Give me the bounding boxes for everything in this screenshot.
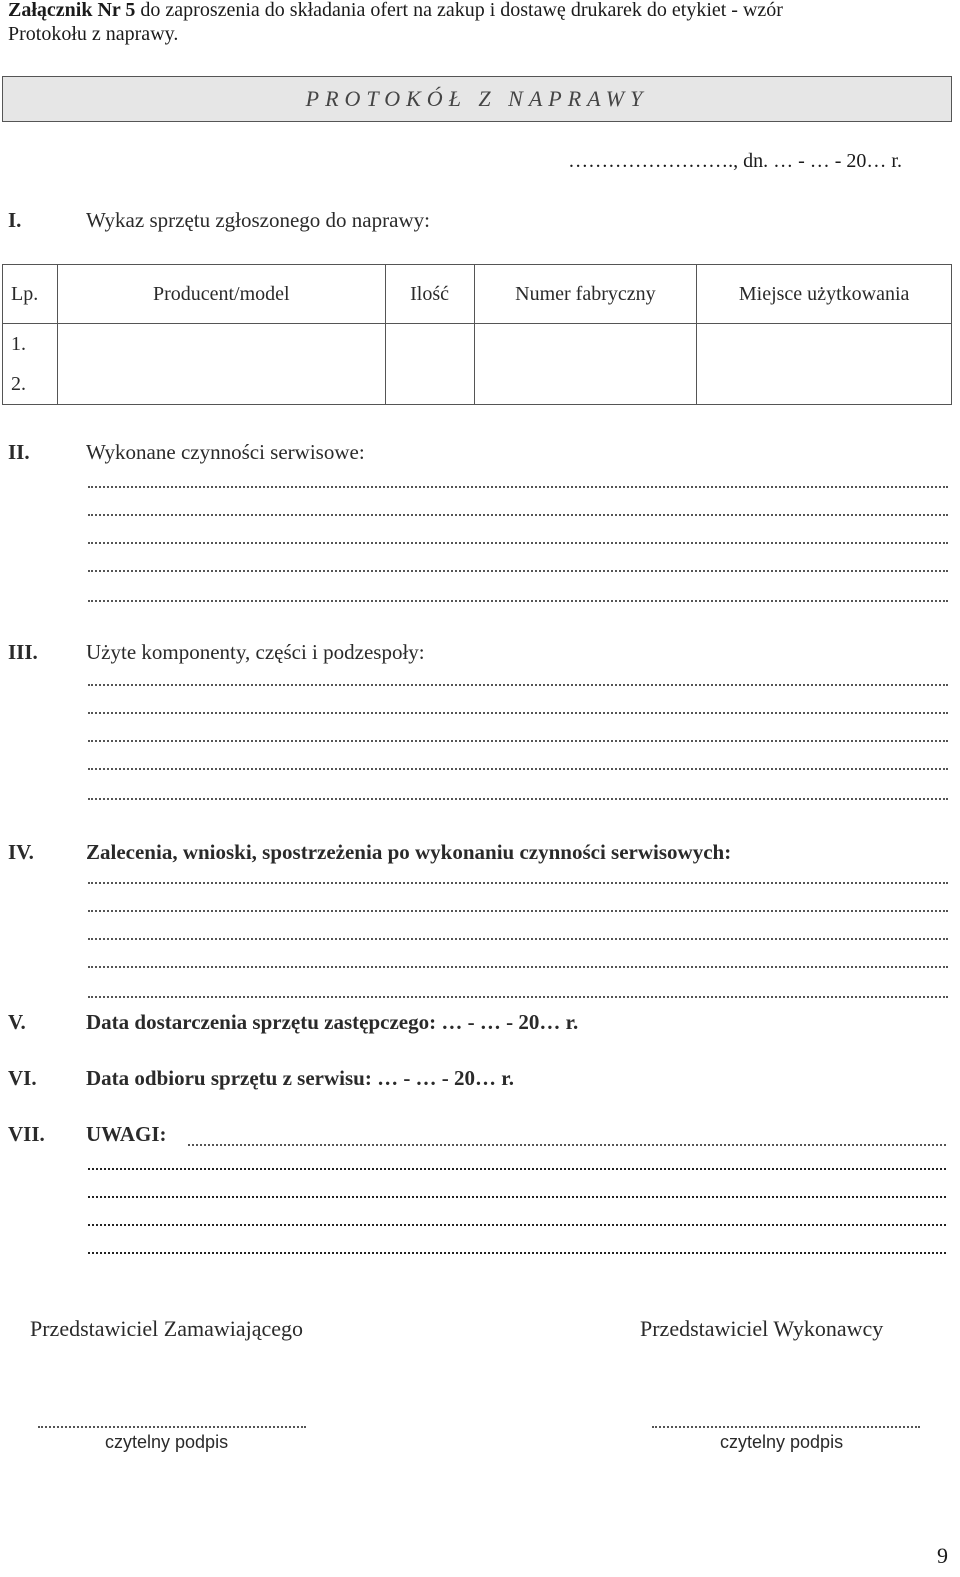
fill-in-line[interactable] <box>88 540 948 544</box>
fill-in-line[interactable] <box>88 766 948 770</box>
fill-in-line[interactable] <box>88 1250 946 1254</box>
header-text-line1: do zaproszenia do składania ofert na zakup i dostawę drukarek do etykiet - wzór <box>135 0 783 21</box>
section-2-heading <box>8 440 365 465</box>
fill-in-line[interactable] <box>88 598 948 602</box>
cell-quantity[interactable] <box>385 324 474 365</box>
cell-quantity[interactable] <box>385 364 474 405</box>
document-title: PROTOKÓŁ Z NAPRAWY <box>305 86 649 111</box>
table-row <box>3 324 952 365</box>
date-line: ……………………., dn. … - … - 20… r. <box>568 150 902 172</box>
contractor-signature-caption: czytelny podpis <box>720 1432 844 1452</box>
attachment-number: Załącznik Nr 5 <box>8 0 136 21</box>
document-header <box>8 0 952 22</box>
fill-in-line[interactable] <box>88 964 948 968</box>
fill-in-line[interactable] <box>88 908 948 912</box>
section-7-number: VII. <box>8 1122 45 1146</box>
fill-in-line[interactable] <box>88 710 948 714</box>
client-signature-caption: czytelny podpis <box>105 1432 229 1452</box>
section-3-heading <box>8 640 425 665</box>
client-representative-label: Przedstawiciel Zamawiającego <box>30 1316 304 1341</box>
section-4-number: IV. <box>8 840 34 864</box>
fill-in-line[interactable] <box>88 568 948 572</box>
cell-location[interactable] <box>697 364 952 405</box>
table-row <box>3 364 952 405</box>
section-6-heading <box>8 1066 514 1091</box>
fill-in-line[interactable] <box>88 936 948 940</box>
section-1-label: Wykaz sprzętu zgłoszonego do naprawy: <box>86 208 430 232</box>
column-header-model: Producent/model <box>57 265 385 324</box>
section-5-heading <box>8 1010 578 1035</box>
row-number: 2. <box>3 364 58 405</box>
column-header-serial: Numer fabryczny <box>474 265 697 324</box>
section-5-label: Data dostarczenia sprzętu zastępczego: … - … - 20… r. <box>86 1010 579 1034</box>
section-3-label: Użyte komponenty, części i podzespoły: <box>86 640 425 664</box>
row-number: 1. <box>3 324 58 365</box>
fill-in-line[interactable] <box>88 1194 946 1198</box>
document-title-box <box>2 76 952 122</box>
header-text-line2: Protokołu z naprawy. <box>8 23 179 45</box>
section-1-heading <box>8 208 430 233</box>
fill-in-line[interactable] <box>88 512 948 516</box>
fill-in-line[interactable] <box>88 880 948 884</box>
section-3-number: III. <box>8 640 38 664</box>
client-signature-line[interactable] <box>38 1424 306 1428</box>
table-header-row <box>3 265 952 324</box>
fill-in-line[interactable] <box>88 796 948 800</box>
contractor-signature-line[interactable] <box>652 1424 920 1428</box>
section-2-label: Wykonane czynności serwisowe: <box>86 440 365 464</box>
cell-serial[interactable] <box>474 324 697 365</box>
page-number: 9 <box>937 1543 948 1568</box>
column-header-quantity: Ilość <box>385 265 474 324</box>
cell-location[interactable] <box>697 324 952 365</box>
section-1-number: I. <box>8 208 22 232</box>
cell-serial[interactable] <box>474 364 697 405</box>
column-header-lp: Lp. <box>3 265 58 324</box>
section-2-number: II. <box>8 440 30 464</box>
fill-in-line[interactable] <box>88 994 948 998</box>
section-4-label: Zalecenia, wnioski, spostrzeżenia po wykonaniu czynności serwisowych: <box>86 840 732 864</box>
section-6-number: VI. <box>8 1066 37 1090</box>
fill-in-line[interactable] <box>88 484 948 488</box>
fill-in-line[interactable] <box>88 1222 946 1226</box>
cell-model[interactable] <box>57 324 385 365</box>
section-7-label: UWAGI: <box>86 1122 167 1146</box>
section-6-label: Data odbioru sprzętu z serwisu: … - … - 20… r. <box>86 1066 514 1090</box>
fill-in-line[interactable] <box>88 682 948 686</box>
column-header-location: Miejsce użytkowania <box>697 265 952 324</box>
equipment-table <box>2 264 952 405</box>
section-7-heading <box>8 1122 167 1147</box>
contractor-representative-label: Przedstawiciel Wykonawcy <box>640 1316 884 1341</box>
section-5-number: V. <box>8 1010 26 1034</box>
cell-model[interactable] <box>57 364 385 405</box>
remarks-fill-line[interactable] <box>188 1142 946 1146</box>
fill-in-line[interactable] <box>88 738 948 742</box>
section-4-heading <box>8 840 731 865</box>
fill-in-line[interactable] <box>88 1166 946 1170</box>
